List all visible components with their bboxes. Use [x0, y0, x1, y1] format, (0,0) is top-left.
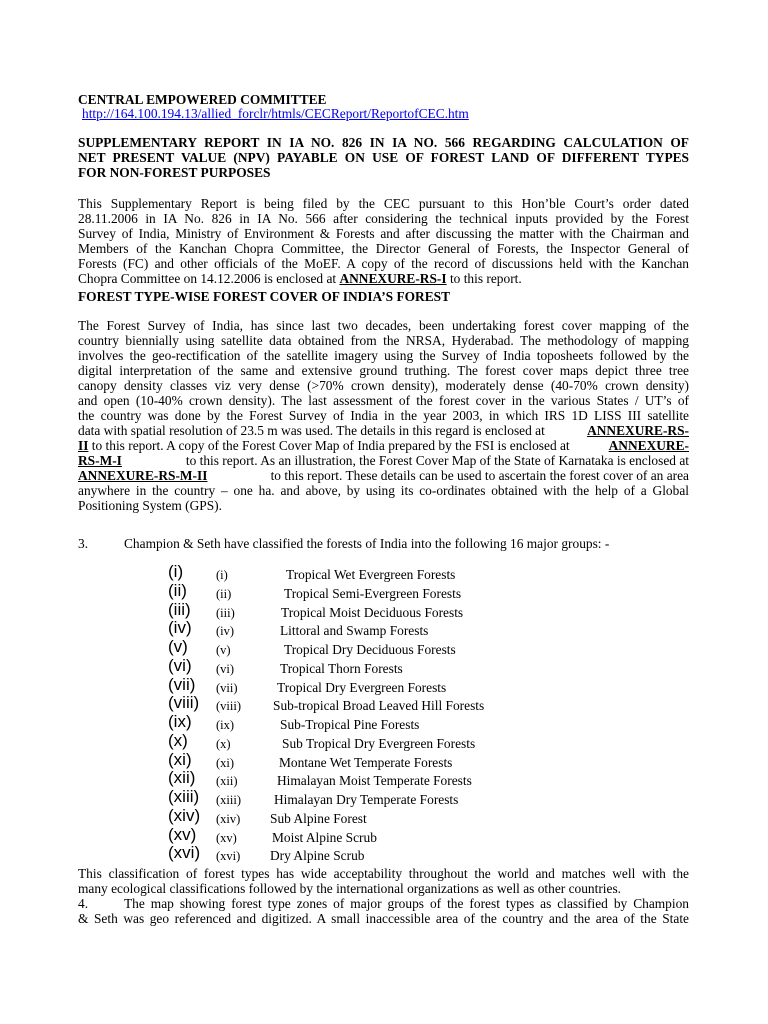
- group-numeral-small: (xii): [216, 774, 238, 789]
- group-numeral-small: (vi): [216, 661, 235, 676]
- forest-group-name: Sub-Tropical Pine Forests: [280, 717, 420, 732]
- paragraph-line: [78, 438, 689, 453]
- paragraph-line: country biennially using satellite data obtained from the NRSA, Hyderabad. The methodology of mapping: [78, 333, 689, 348]
- paragraph-line: the country was done by the Forest Survey of India in the year 2003, in which IRS 1D LISS III satellite: [78, 408, 689, 423]
- intro-line: [78, 271, 689, 286]
- intro-line: Survey of India, Ministry of Environment & Forests and after discussing the matter with the Chairman and: [78, 226, 689, 241]
- paragraph-line: The Forest Survey of India, has since last two decades, been undertaking forest cover mapping of the: [78, 318, 689, 333]
- group-numeral-small: (iv): [216, 624, 235, 639]
- group-numeral-large: (xi): [168, 749, 192, 769]
- paragraph-text: The map showing forest type zones of major groups of the forest types as classified by Champion: [124, 896, 689, 911]
- group-numeral-small: (ix): [216, 718, 235, 732]
- forest-group-name: Tropical Wet Evergreen Forests: [286, 567, 456, 582]
- forest-group-name: Dry Alpine Scrub: [270, 848, 365, 864]
- group-numeral-large: (ix): [168, 712, 192, 731]
- item-3-text: Champion & Seth have classified the forests of India into the following 16 major groups: -: [124, 536, 610, 551]
- forest-group-name: Sub Alpine Forest: [270, 810, 367, 826]
- forest-group-name: Tropical Dry Deciduous Forests: [284, 642, 456, 657]
- forest-group-name: Sub Tropical Dry Evergreen Forests: [282, 735, 476, 751]
- group-numeral-large: (xiv): [168, 805, 201, 825]
- forest-group-name: Tropical Thorn Forests: [280, 660, 403, 676]
- annexure-rs-m-i-reference: ANNEXURE-: [608, 438, 689, 453]
- group-numeral-large: (i): [168, 562, 184, 581]
- paragraph-text: to this report. As an illustration, the Forest Cover Map of the State of Karnataka is enclosed at: [185, 453, 689, 468]
- paragraph-text: data with spatial resolution of 23.5 m was used. The details in this regard is enclosed at: [78, 423, 545, 438]
- group-numeral-small: (viii): [216, 699, 241, 714]
- group-numeral-small: (xv): [216, 830, 237, 845]
- item-4-paragraph: [78, 896, 689, 926]
- group-numeral-large: (iv): [168, 618, 192, 638]
- forest-group-name: Sub-tropical Broad Leaved Hill Forests: [273, 698, 485, 714]
- group-numeral-small: (ii): [216, 586, 232, 601]
- group-numeral-large: (xiii): [168, 787, 200, 806]
- paragraph-line: many ecological classifications followed by the international organizations as well as other countries.: [78, 881, 622, 896]
- section-heading: FOREST TYPE-WISE FOREST COVER OF INDIA’S FOREST: [78, 289, 451, 304]
- group-numeral-large: (xv): [168, 824, 197, 844]
- group-numeral-small: (vii): [216, 680, 238, 695]
- group-numeral-large: (vii): [168, 674, 196, 694]
- intro-line: 28.11.2006 in IA No. 826 in IA No. 566 after considering the technical inputs provided by the Forest: [78, 211, 689, 226]
- group-numeral-small: (iii): [216, 605, 235, 620]
- intro-line: Forests (FC) and other officials of the MoEF. A copy of the record of discussions held with the Kanchan: [78, 256, 689, 271]
- paragraph-line: [78, 468, 689, 483]
- paragraph-line: involves the geo-rectification of the satellite imagery using the Survey of India toposheets followed by the: [78, 348, 689, 363]
- annexure-rs-m-ii-reference: ANNEXURE-RS-M-II: [78, 468, 208, 483]
- group-numeral-small: (xiv): [216, 811, 241, 826]
- intro-paragraph: [78, 196, 689, 286]
- paragraph-line: [78, 423, 689, 438]
- title-line-3: FOR NON-FOREST PURPOSES: [78, 165, 271, 180]
- forest-group-name: Tropical Semi-Evergreen Forests: [284, 585, 462, 601]
- group-numeral-large: (v): [168, 637, 188, 656]
- forest-group-name: Himalayan Dry Temperate Forests: [274, 792, 459, 807]
- forest-group-name: Moist Alpine Scrub: [272, 829, 377, 845]
- group-numeral-large: (x): [168, 730, 188, 750]
- annexure-rs-i-reference: ANNEXURE-RS-I: [339, 271, 447, 286]
- paragraph-line: This classification of forest types has wide acceptability throughout the world and matches well with the: [78, 866, 689, 881]
- paragraph-line: digital interpretation of the same and extensive ground truthing. The forest cover maps depict three tree: [78, 363, 689, 378]
- paragraph-line: and open (10-40% crown density). The last assessment of the forest cover in the various States / UT’s of: [78, 393, 689, 408]
- forest-survey-paragraph: [78, 318, 689, 513]
- paragraph-line: canopy density classes viz very dense (>70% crown density), moderately dense (40-70% crown density): [78, 378, 689, 393]
- title-line-1: SUPPLEMENTARY REPORT IN IA NO. 826 IN IA NO. 566 REGARDING CALCULATION OF: [78, 135, 689, 150]
- group-numeral-small: (xi): [216, 755, 235, 770]
- paragraph-text: to this report. A copy of the Forest Cover Map of India prepared by the FSI is enclosed at: [88, 438, 570, 453]
- title-line-2: NET PRESENT VALUE (NPV) PAYABLE ON USE OF FOREST LAND OF DIFFERENT TYPES: [78, 150, 689, 165]
- report-title: [78, 135, 689, 180]
- group-numeral-small: (xvi): [216, 849, 241, 864]
- forest-group-name: Tropical Moist Deciduous Forests: [281, 604, 464, 620]
- group-numeral-large: (iii): [168, 599, 191, 619]
- annexure-rs-m-i-reference: RS-M-I: [78, 453, 122, 468]
- item-4-number: 4.: [78, 896, 89, 911]
- annexure-rs-ii-reference: ANNEXURE-RS-: [587, 423, 689, 438]
- intro-line: Members of the Kanchan Chopra Committee, the Director General of Forests, the Inspector General of: [78, 241, 689, 256]
- annexure-rs-ii-reference: II: [78, 438, 89, 453]
- group-numeral-large: (viii): [168, 693, 200, 713]
- intro-text: Chopra Committee on 14.12.2006 is enclosed at: [78, 271, 340, 286]
- committee-heading: CENTRAL EMPOWERED COMMITTEE: [78, 92, 327, 107]
- paragraph-line: [78, 453, 689, 468]
- item-3-number: 3.: [78, 536, 89, 551]
- paragraph-line: & Seth was geo referenced and digitized. A small inaccessible area of the country and the area of the State: [78, 911, 689, 926]
- forest-group-name: Tropical Dry Evergreen Forests: [277, 679, 447, 695]
- group-numeral-small: (v): [216, 643, 231, 657]
- report-url-link[interactable]: http://164.100.194.13/allied_forclr/htmls/CECReport/ReportofCEC.htm: [82, 106, 469, 121]
- forest-group-name: Littoral and Swamp Forests: [280, 623, 429, 639]
- forest-group-name: Montane Wet Temperate Forests: [279, 754, 453, 770]
- group-numeral-small: (x): [216, 736, 231, 751]
- group-numeral-large: (vi): [168, 655, 192, 675]
- paragraph-line: anywhere in the country – one ha. and above, by using its co-ordinates obtained with the help of a Global: [78, 483, 689, 498]
- intro-text: to this report.: [446, 271, 522, 286]
- group-numeral-large: (ii): [168, 580, 187, 600]
- group-numeral-small: (i): [216, 568, 228, 582]
- forest-group-name: Himalayan Moist Temperate Forests: [277, 773, 472, 789]
- group-numeral-large: (xvi): [168, 843, 201, 863]
- group-numeral-small: (xiii): [216, 793, 241, 807]
- paragraph-line: [78, 896, 689, 911]
- intro-line: This Supplementary Report is being filed by the CEC pursuant to this Hon’ble Court’s order dated: [78, 196, 689, 211]
- paragraph-line: Positioning System (GPS).: [78, 498, 222, 513]
- classification-paragraph: [78, 866, 689, 896]
- paragraph-text: to this report. These details can be used to ascertain the forest cover of an area: [270, 468, 689, 483]
- group-numeral-large: (xii): [168, 768, 196, 788]
